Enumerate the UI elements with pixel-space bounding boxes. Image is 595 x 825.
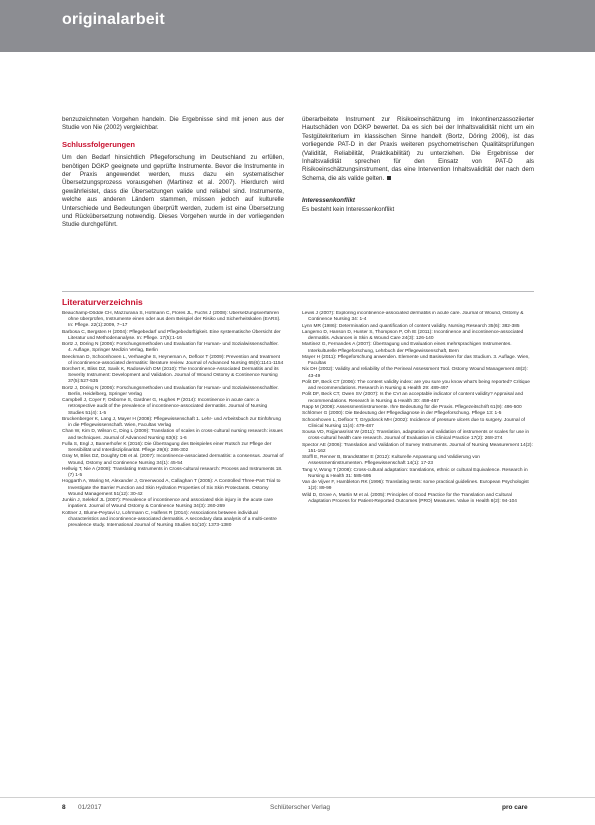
references-right-column: [302, 311, 534, 791]
reference-entry: Rapp M (2008): Assessmentinstrumente. Ihre Bedeutung für die Praxis. Pflegezeitschrift 61(9): 496-500: [302, 404, 522, 410]
footer-divider: [0, 797, 595, 798]
page-number: 8: [62, 804, 66, 811]
reference-entry: Stoffl E, Renner B, Brandstätter E (2012): Kulturelle Anpassung und Validierung von Assessmentinstrumenten. Pflegewissenschaft 14(1): 17-23: [302, 455, 480, 467]
reference-entry: Bortz J, Döring N (2006): Forschungsmethoden und Evaluation für Human- und Sozialwissenschaftler. 4. Auflage, Springer Medizin Verlag, Berlin: [62, 342, 279, 354]
reference-entry: Nix DH (2002): Validity and reliability of the Perineal Assessment Tool. Ostomy Wound Management 48(2): 43-49: [302, 367, 528, 379]
reference-entry: Schoonhoven L, Defloor T, Grypdonck MH (2002): Incidence of pressure ulcers due to surgery. Journal of Clinical Nursing 11(4): 479-487: [302, 417, 525, 429]
reference-entry: Barbosa C, Bergsten H (2004): Pflegebedarf und Pflegebedürftigkeit. Eine systematische Übersicht der Literatur und Methodenanalyse. In: Pflege. 17(5):1-16: [62, 329, 281, 341]
publisher-name: Schlüterscher Verlag: [270, 804, 330, 811]
reference-entry: Bruckenberger K, Lang J, Mayer H (2008): Pflegewissenschaft 1. Lehr- und Arbeitsbuch zur Einführung in die Pflegewissenschaft. Wien, Facultas Verlag: [62, 416, 281, 429]
reference-entry: Van de Vijver F, Hambleton RK (1996): Translating tests: some practical guidelines. European Psychologist 1(2): 89-99: [302, 480, 529, 492]
conflict-text: Es besteht kein Interessenkonflikt: [302, 205, 395, 213]
reference-entry: Sousa VD, Rojjanasrirat W (2011): Translation, adaptation and validation of instruments or scales for use in cross-cultural health care research. Journal of Evaluation in Clinical Practice 17(2): 268-274: [302, 430, 530, 442]
reference-entry: Borchert K, Bliss DZ, Savik K, Radosevich DM (2010): The Incontinence-Associated Dermatitis and its Severity Instrument: Development and Validation. Journal of Wound Ostomy & Continence Nursing 37(5):527-535: [62, 367, 279, 385]
journal-brand: pro care: [502, 804, 528, 811]
reference-entry: Lewis J (2007): Exploring incontinence-associated dermatitis in acute care. Journal of Wound, Ostomy & Continence Nursing 34: 1-4: [302, 311, 524, 323]
reference-entry: Hellwig T, Nie A (2008): Translating Instruments in Cross-cultural research: Process and Instruments 18. (7) 1-5: [62, 466, 283, 479]
reference-entry: Spector AE (2006): Translation and Validation of Survey Instruments. Journal of Nursing Measurement 14(2): 151-162: [302, 442, 533, 454]
reference-entry: Schlömer G (2000): Die Bedeutung der Pflegediagnose in der Pflegeforschung. Pflege 13: 1-5: [302, 411, 502, 417]
reference-entry: Kottner J, Blume-Peytavi U, Lohrmann C, Halfens R (2014): Associations between individual characteristics and incontinence-associated dermatitis. A secondary data analysis of a multi-centre prevalence study. International Journal of Nursing Studies 51(10): 1373-1380: [62, 510, 277, 528]
reference-entry: Tang V, Wong T (2008): Cross-cultural adaptation: translations, ethnic or cultural Equivalence. Research in Nursing & Health 31: 585-595: [302, 467, 528, 479]
reference-entry: Langemo D, Hanson D, Hunter S, Thompson P, Oh IE (2011): Incontinence and incontinence-associated dermatitis. Advances in Skin & Wound Care 24(3): 126-140: [302, 329, 524, 341]
section-header-bar: [0, 0, 595, 52]
reference-entry: Campbell J, Coyer F, Osborne S, Gardner G, Hughes P (2014): Incontinence in acute care: a retrospective audit of the prevalence of incontinence-associated dermatitis. Journal of Nursing Studies 51(4): 1-5: [62, 398, 268, 416]
right-paragraph-text: überarbeitete Instrument zur Risikoeinschätzung im Inkontinenzassoziierter Hautschäden von DGKP bewertet. Da es sich bei der Inhaltsvalidität nicht um ein Testgütekriterium im klassischen Sinne handelt (Bortz, Döring 2006), ist das vorliegende PAT-D in der Praxis weiteren psychometrischen Qualitätsprüfungen (Validität, Reliabilität, Praktikabilität) zu unterziehen. Die Ergebnisse der Inhaltsvalidität sprechen für den Einsatz von PAT-D als Risikoeinschätzungsinstrument, das eine Intervention Inhaltsvalidität der nach dem Schema, die als valide gelten.: [302, 116, 534, 182]
reference-entry: Polit DF, Beck CT, Owen SV (2007): Is the CVI an acceptable indicator of content validity? Appraisal and recommendations. Research in Nursing & Health 30: 459-467: [302, 392, 524, 404]
intro-paragraph: benzuzeichneten Vorgehen handeln. Die Ergebnisse sind mit jenen aus der Studie von Nie (2002) vergleichbar.: [62, 116, 284, 132]
section-label: originalarbeit: [62, 11, 165, 28]
conclusions-paragraph: Um den Bedarf hinsichtlich Pflegeforschung im Deutschland zu erfüllen, benötigen DGKP geeignete und geprüfte Instrumente. Bevor die Instrumente in der Praxis angewendet werden, muss dazu ein systematischer Übersetzungsprozess vorausgehen (Martinez et al. 2007). Hierdurch wird gewährleistet, dass die Übersetzungen valide und reliabel sind. Instrumente, welche aus anderen Ländern stammen, müssen jedoch auf kulturelle Unterschiede und Bedeutungen überprüft werden, zudem ist eine Übersetzung und Rückübersetzung notwendig. Dieses Vorgehen wurde in der vorliegenden Studie durchgeführt.: [62, 154, 284, 229]
left-text-column: [62, 116, 284, 230]
reference-entry: Lynn MR (1986): Determination and quantification of content validity. Nursing Research 35(6): 382-385: [302, 323, 520, 329]
issue-number: 01/2017: [78, 804, 102, 811]
reference-entry: Beeckman D, Schoonhoven L, Verhaeghe S, Heyneman A, Defloor T (2009): Prevention and treatment of incontinence-associated dermatitis: literature review. Journal of Advanced Nursing 65(6):1141-1154: [62, 354, 284, 366]
reference-entry: Hoggarth A, Waring M, Alexander J, Greenwood A, Callaghan T (2005): A Controlled Three-Part Trial to Investigate the Barrier Function and Skin Hydration Properties of Six Skin Protectants. Ostomy Wound Management 51(12): 30-42: [62, 479, 281, 497]
reference-entry: Beauchamp-Dödde CH, Mazzurana S, Hofmann C, Flores JL, Fuchs J (2008): Übersetzungsverfahren ohne überprüfen, Instrumente einen oder aus dem Beispiel der Risiko und Sicherheitskalen (EARS). In: Pflege. 22(1):2009, 7–17: [62, 311, 281, 329]
conflict-heading: Interessenkonflikt: [302, 197, 355, 205]
reference-entry: Bortz J, Döring N (2006): Forschungsmethoden und Evaluation für Human- und Sozialwissenschaftler. Berlin, Heidelberg, Springer Verlag: [62, 385, 279, 397]
end-of-article-mark: [387, 176, 391, 180]
right-text-column: [302, 116, 534, 214]
right-paragraph: [302, 116, 534, 183]
reference-entry: Mayer H (2011): Pflegeforschung anwenden. Elemente und Basiswissen für das Studium. 3. Auflage. Wien, Facultas: [302, 354, 530, 366]
reference-entry: Junkin J, Selekof JL (2007): Prevalence of incontinence and associated skin injury in the acute care inpatient. Journal of Wound Ostomy & Continence Nursing 34(3): 260-269: [62, 498, 274, 510]
reference-entry: Gray M, Bliss DZ, Doughty DB et al. (2007): Incontinence-associated dermatitis: a consensus. Journal of Wound, Ostomy and Continence Nursing 34(1): 45-54: [62, 454, 284, 466]
reference-entry: Polit DF, Beck CT (2006): The content validity index: are you sure you know what's being reported? Critique and recommendations. Research in Nursing & Health 29: 489-497: [302, 379, 530, 391]
reference-entry: Wild D, Grove A, Martin M et al. (2005): Principles of Good Practice for the Translation and Cultural Adaptation Process for Patient-Reported Outcomes (PRO) Measures. Value in Health 8(2): 94-104: [302, 492, 517, 504]
reference-entry: Martinez G, Fernandes A (2007): Übertragung und Evaluation eines mehrsprachigen Instrumentes. Interkulturelle Pflegeforschung, Lehrbuch der Pflegewissenschaft, Bern: [302, 342, 512, 354]
reference-entry: Chan W, Kim D, Wilson C, Ding L (2009): Translation of scales in cross-cultural nursing research: issues and techniques. Journal of Advanced Nursing 63(6): 1-6: [62, 429, 283, 441]
reference-entry: Fulla S, Engl J, Bannerhofer K (2016): Die Übertragung des Beispieles einer Rutsch zur Pflege der Sensibilität und Interdisziplinarität. Pflege 29(6): 286-302: [62, 441, 272, 454]
references-left-column: [62, 311, 284, 791]
conclusions-heading: Schlussfolgerungen: [62, 139, 135, 149]
section-divider: [62, 291, 534, 292]
references-heading: Literaturverzeichnis: [62, 297, 143, 307]
